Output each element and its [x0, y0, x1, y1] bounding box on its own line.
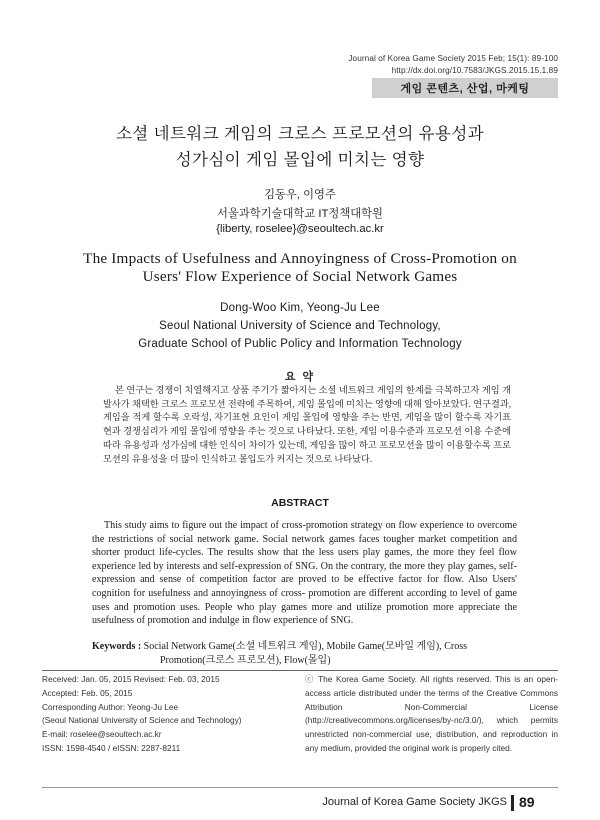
keywords-line2: Promotion(크로스 프로모션), Flow(몰입) [160, 655, 331, 666]
keywords-line1: Social Network Game(소셜 네트워크 게임), Mobile Game(모바일 게임), Cross [143, 641, 467, 652]
keywords-label: Keywords : [92, 641, 142, 652]
english-authors: Dong-Woo Kim, Yeong-Ju Lee [220, 302, 380, 314]
footer-divider [42, 787, 558, 788]
page-number: 89 [519, 794, 535, 810]
footer-journal: Journal of Korea Game Society JKGS [322, 796, 507, 808]
korean-abstract-text: 본 연구는 경쟁이 치열해지고 상품 주기가 짧아지는 소셜 네트워크 게임의 한계를 극복하고자 게임 개발사가 채택한 크로스 프로모션 전략에 주목하여, 게임 몰입에 미치는 영향에 대해 알아보았다. 연구결과, 게임을 적게 할수록 오락성, 자기표현 요인이 게임 몰입에 영향을 주는 반면, 게임을 많이 할수록 자기표현과 경쟁심리가 게임 몰입에 영향을 주는 것으로 나타났다. 또한, 게임 이용수준과 프로모션 이용 수준에 따라 유용성과 성가심에 대한 인식이 차이가 있는데, 게임을 많이 하고 프로모션을 많이 이용할수록 프로모션의 유용성을 더 많이 인식하고 몰입도가 커지는 것으로 나타났다. [103, 385, 511, 464]
article-info [42, 673, 292, 756]
korean-abstract-heading: 요 약 [284, 371, 316, 383]
korean-authors: 김동우, 이영주 [264, 189, 336, 201]
accepted-date: Accepted: Feb. 05, 2015 [42, 687, 133, 698]
doi-link[interactable]: http://dx.doi.org/10.7583/JKGS.2015.15.1.89 [391, 66, 558, 75]
english-abstract-text: This study aims to figure out the impact of cross-promotion strategy on flow experience to overcome the restrictions of social network game. Social network games faces tougher market competition and shorter product life-cycles. The results show that the less users play games, the more they feel flow experience led by interests and self-expression of SNG. On the contrary, the more they play games, self- expression and sense of competition factor are proved to be effective factor for flow. Also Users' cognition for usefulness and annoyingness of cross- promotion are different according to level of game uses and promotion uses. People who play games more and utilize promotion more appreciate the usefulness of promotion and indulge in flow experience of SNG. [92, 520, 517, 627]
author-email[interactable]: E-mail: roselee@seoultech.ac.kr [42, 729, 162, 740]
korean-abstract-body [103, 384, 511, 466]
keywords-block [92, 640, 522, 668]
license-block [305, 673, 558, 756]
corresponding-author: Corresponding Author: Yeong-Ju Lee [42, 701, 179, 712]
section-divider [42, 670, 558, 671]
journal-citation: Journal of Korea Game Society 2015 Feb; 15(1): 89-100 [348, 54, 558, 63]
korean-affiliation: 서울과학기술대학교 IT정책대학원 [217, 208, 383, 220]
issn: ISSN: 1598-4540 / eISSN: 2287-8211 [42, 742, 181, 753]
received-dates: Received: Jan. 05, 2015 Revised: Feb. 03, 2015 [42, 674, 220, 684]
footer-separator [511, 795, 514, 811]
korean-title-line1: 소셜 네트워크 게임의 크로스 프로모션의 유용성과 [115, 125, 485, 143]
english-affiliation-line2: Graduate School of Public Policy and Information Technology [138, 338, 462, 350]
korean-email: {liberty, roselee}@seoultech.ac.kr [216, 223, 384, 235]
english-abstract-body [92, 519, 517, 628]
english-title-line2: Users' Flow Experience of Social Network Games [142, 268, 458, 285]
author-institution: (Seoul National University of Science and Technology) [42, 715, 242, 726]
category-badge: 게임 콘텐츠, 산업, 마케팅 [372, 78, 558, 98]
english-title-line1: The Impacts of Usefulness and Annoyingness of Cross-Promotion on [83, 250, 517, 267]
korean-title-line2: 성가심이 게임 몰입에 미치는 영향 [175, 151, 425, 169]
english-abstract-heading: ABSTRACT [271, 497, 329, 509]
english-affiliation-line1: Seoul National University of Science and Technology, [159, 320, 441, 332]
license-text: ⓒ The Korea Game Society. All rights reserved. This is an open-access article distributed under the terms of the Creative Commons Attribution Non-Commercial License (http://creativecommons.org/licenses/by-nc/3.0/), which permits unrestricted non-commercial use, distribution, and reproduction in any medium, provided the original work is properly cited. [305, 674, 558, 753]
